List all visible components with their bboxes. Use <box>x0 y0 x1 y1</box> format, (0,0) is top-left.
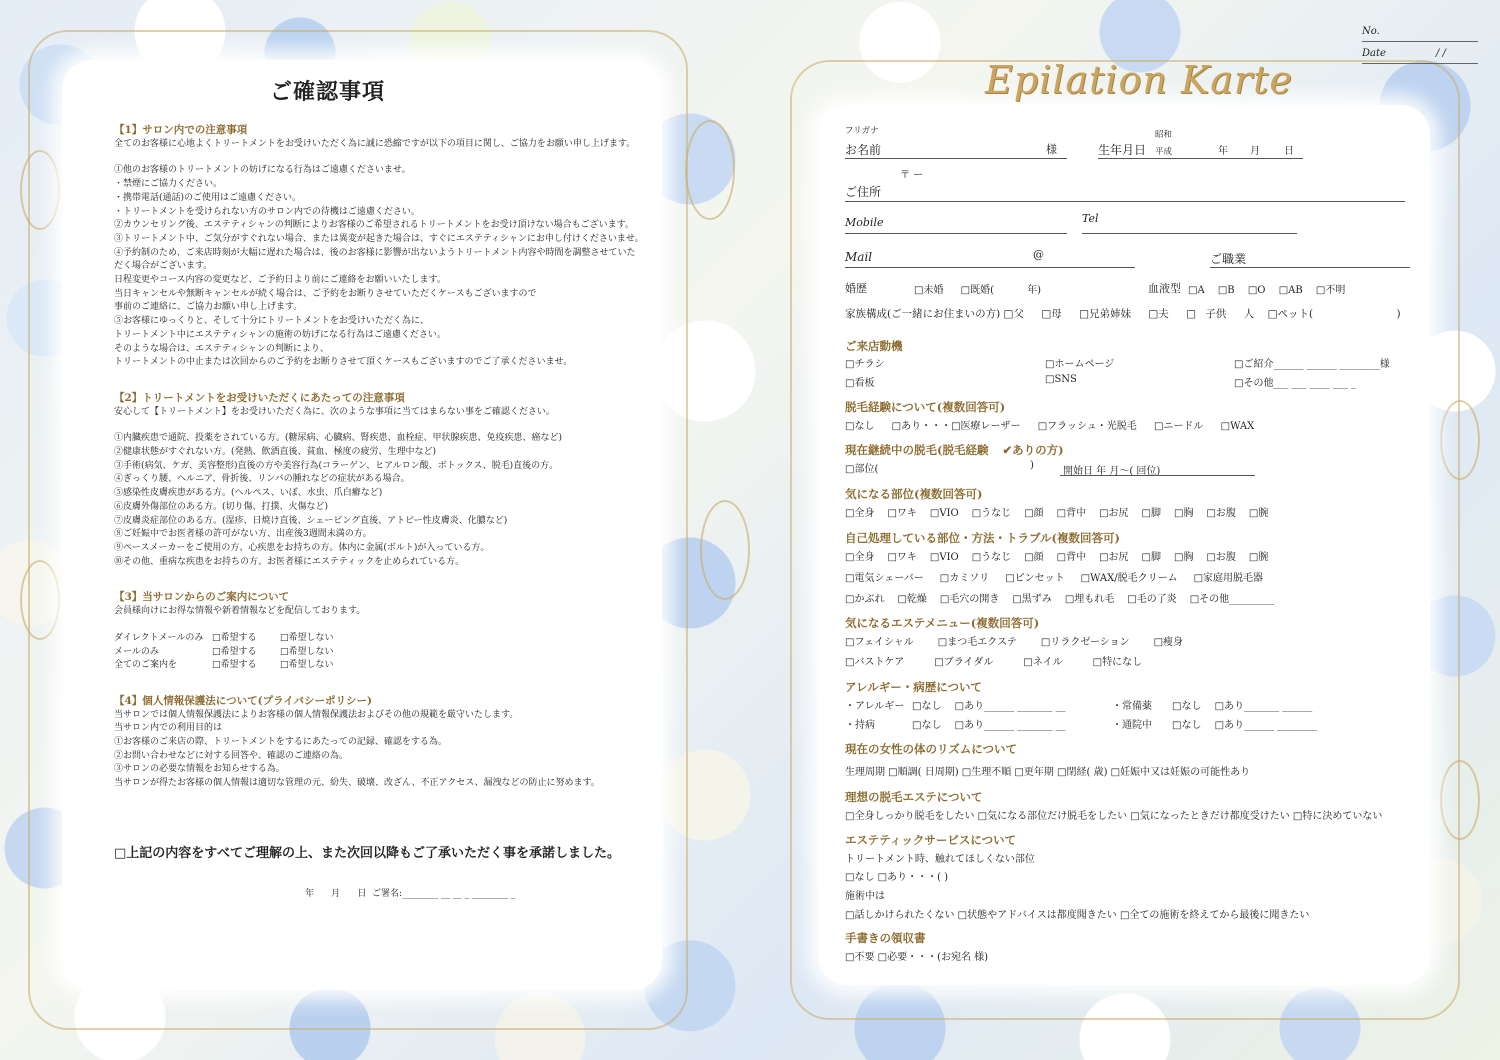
checkbox-unmarried[interactable]: □未婚 <box>914 285 944 296</box>
family-label: 家族構成(ご一緒にお住まいの方) <box>845 308 1001 320</box>
text-line: 当サロンでは個人情報保護法によりお客様の個人情報保護法およびその他の規範を厳守いたします。 <box>114 709 519 720</box>
q9-options[interactable]: □全身しっかり脱毛をしたい □気になる部位だけ脱毛をしたい □気になったときだけ都度受けたい □特に決めていない <box>845 811 1383 822</box>
checkbox-no[interactable]: □希望しない <box>280 660 334 671</box>
text-line: ⑩その他、重病な疾患をお持ちの方、お医者様にエステティックを止められている方。 <box>114 556 465 567</box>
family-options: 家族構成(ご一緒にお住まいの方) □父 □母 □兄弟姉妹 □夫 □ 子供 人 □ペット( ) <box>845 308 1401 320</box>
job-field[interactable] <box>1210 267 1410 268</box>
text-line: 当サロンが得たお客様の個人情報は適切な管理の元、紛失、破壊、改ざん、不正アクセス、漏洩などの防止に努めます。 <box>114 778 600 789</box>
option-checkbox[interactable]: □腕 <box>1248 508 1269 519</box>
option-checkbox[interactable]: □脚 <box>1141 508 1161 519</box>
text-line: ・禁煙にご協力ください。 <box>114 179 223 190</box>
allergy-label: ・アレルギー <box>845 701 905 712</box>
q2-option[interactable]: □フラッシュ・光脱毛 <box>1037 421 1137 432</box>
birth-field[interactable] <box>1098 158 1303 159</box>
checkbox-allergy-yes[interactable]: □あり______ _______ __ <box>954 701 1066 712</box>
checkbox-married[interactable]: □既婚( <box>960 285 994 296</box>
karte-title: Epilation Karte <box>985 58 1293 102</box>
text-line: ④予約制のため、ご来店時刻が大幅に遅れた場合は、後のお客様に影響が出ないようトリートメント内容や時間を調整させていただく場合がございます。 <box>114 247 636 272</box>
option-checkbox[interactable]: □カミソリ <box>939 573 990 584</box>
mail-label: Mail <box>845 250 873 264</box>
option-checkbox[interactable]: □背中 <box>1056 552 1087 563</box>
job-label: ご職業 <box>1210 252 1247 266</box>
marital-label: 婚歴 <box>845 282 867 295</box>
checkbox-children[interactable]: □ <box>1186 308 1197 320</box>
checkbox-disease-none[interactable]: □なし <box>912 720 942 731</box>
text-line: ・トリートメントを受けられない方のサロン内での待機はご遠慮ください。 <box>114 206 420 217</box>
blood-label: 血液型 <box>1148 282 1181 295</box>
q1-title: ご来店動機 <box>845 339 903 353</box>
page-title: ご確認事項 <box>270 79 386 105</box>
text-line: ⑨ペースメーカーをご使用の方、心疾患をお持ちの方。体内に金属(ボルト)が入っている方。 <box>114 542 490 553</box>
checkbox-no[interactable]: □希望しない <box>280 646 334 657</box>
text-line: 当日キャンセルや無断キャンセルが続く場合は、ご予約をお断りさせていただくケースもございますので <box>114 288 537 299</box>
q10-options-1[interactable]: □なし □あり・・・( ) <box>845 872 949 883</box>
q10-title: エステティックサービスについて <box>845 833 1017 847</box>
checkbox-mother[interactable]: □母 <box>1041 308 1062 320</box>
q2-option[interactable]: □WAX <box>1220 421 1255 432</box>
q5-options-1 <box>845 548 1268 563</box>
section-1-intro: 全てのお客様に心地よくトリートメントをお受けいただく為に誠に恐縮ですが以下の項目に関し、ご協力をお願い申し上げます。 <box>114 138 636 149</box>
checkbox-no[interactable]: □希望しない <box>280 632 334 643</box>
section-2-intro: 安心して【トリートメント】をお受けいただく為に、次のような事項に当てはまらない事をご確認ください。 <box>114 406 555 417</box>
option-checkbox[interactable]: □腕 <box>1248 552 1269 563</box>
q11-options[interactable]: □不要 □必要・・・(お宛名 様) <box>845 952 989 963</box>
checkbox-hospital-none[interactable]: □なし <box>1172 720 1202 731</box>
option-checkbox[interactable]: □VIO <box>929 552 959 563</box>
option-checkbox[interactable]: □お尻 <box>1099 552 1129 563</box>
text-line: 当サロン内での利用目的は <box>114 723 223 734</box>
q2-option[interactable]: □ニードル <box>1153 421 1204 432</box>
swirl-ornament <box>20 560 60 640</box>
disease-label: ・持病 <box>845 720 875 731</box>
swirl-ornament <box>700 500 750 600</box>
birth-label: 生年月日 <box>1098 143 1147 157</box>
name-suffix: 様 <box>1046 143 1057 156</box>
check-mark-icon: ✔ <box>1002 443 1013 457</box>
option-checkbox[interactable]: □うなじ <box>971 552 1012 563</box>
text-line: ・携帯電話(通話)のご使用はご遠慮ください。 <box>114 192 302 203</box>
option-checkbox[interactable]: □家庭用脱毛器 <box>1193 573 1264 584</box>
text-line: ③サロンの必要な情報をお知らせする為。 <box>114 764 285 775</box>
allergy-options <box>912 697 1065 712</box>
checkbox-yes[interactable]: □希望する <box>212 660 257 671</box>
checkbox-hospital-yes[interactable]: □あり______ ________ <box>1214 720 1318 731</box>
q5-options-2 <box>845 569 1263 584</box>
option-checkbox[interactable]: □お腹 <box>1206 508 1236 519</box>
text-line: ①お客様のご来店の際、トリートメントをするにあたっての記録、確認をする為。 <box>114 737 447 748</box>
pref-row: 全てのご案内を □希望する □希望しない <box>114 659 644 673</box>
checkbox-blood-unknown[interactable]: □不明 <box>1315 285 1346 296</box>
text-line: ②健康状態がすぐれない方。(発熱、飲酒直後、貧血、極度の疲労、生理中など) <box>114 447 437 458</box>
option-checkbox[interactable]: □痩身 <box>1153 637 1184 648</box>
option-checkbox[interactable]: □特になし <box>1092 657 1143 668</box>
checkbox-blood-ab[interactable]: □AB <box>1278 285 1303 296</box>
option-checkbox[interactable]: □胸 <box>1174 552 1194 563</box>
text-line: ③手術(病気、ケガ、美容整形)直後の方や美容行為(コラーゲン、ヒアルロン酸、ボトックス、脱毛)直後の方。 <box>114 460 559 471</box>
text-line: ①内臓疾患で通院、投薬をされている方。(糖尿病、心臓病、腎疾患、血栓症、甲状腺疾患、免疫疾患、癌など) <box>114 433 563 444</box>
q5-options-3 <box>845 590 1274 605</box>
option-checkbox[interactable]: □WAX/脱毛クリーム <box>1080 573 1178 584</box>
q1-option[interactable]: □ご紹介______ ______ ________様 <box>1234 359 1390 370</box>
option-checkbox[interactable]: □背中 <box>1056 508 1087 519</box>
checkbox-blood-a[interactable]: □A <box>1188 285 1205 296</box>
birth-year: 年 <box>1218 146 1228 157</box>
name-label: お名前 <box>845 143 882 157</box>
q5-title: 自己処理している部位・方法・トラブル(複数回答可) <box>845 531 1120 545</box>
postal-code[interactable]: 〒 ー <box>900 170 924 181</box>
text-line: トリートメントの中止または次回からのご予約をお断りさせて頂くケースもございますのでご了承くださいませ。 <box>114 357 573 368</box>
option-checkbox[interactable]: □顔 <box>1024 508 1044 519</box>
q9-title: 理想の脱毛エステについて <box>845 790 983 804</box>
q10-sub-1: トリートメント時、触れてほしくない部位 <box>845 854 1035 865</box>
option-checkbox[interactable]: □ワキ <box>887 508 917 519</box>
text-line: ①他のお客様のトリートメントの妨げになる行為はご遠慮くださいませ。 <box>114 165 411 176</box>
birth-month: 月 <box>1250 146 1260 157</box>
option-checkbox[interactable]: □フェイシャル <box>845 637 914 648</box>
q3-part[interactable]: □部位( <box>845 464 879 475</box>
section-1-lines <box>114 164 644 370</box>
checkbox-yes[interactable]: □希望する <box>212 646 257 657</box>
pref-row: ダイレクトメールのみ □希望する □希望しない <box>114 632 644 646</box>
option-checkbox[interactable]: □かぶれ <box>845 594 885 605</box>
text-line: ⑤お客様にゆっくりと、そして十分にトリートメントをお受けいただく為に、 <box>114 316 429 327</box>
text-line: ③トリートメント中、ご気分がすぐれない場合、または異変が起きた場合は、すぐにエステティシャンにお申し付けくださいませ。 <box>114 233 644 244</box>
checkbox-blood-o[interactable]: □O <box>1247 285 1266 296</box>
q1-option[interactable]: □SNS <box>1045 374 1077 385</box>
q1-option[interactable]: □チラシ <box>845 359 885 370</box>
checkbox-husband[interactable]: □夫 <box>1148 308 1169 320</box>
option-checkbox[interactable]: □脚 <box>1141 552 1161 563</box>
q3-title: 現在継続中の脱毛(脱毛経験 ✔ありの方) <box>845 443 1064 457</box>
text-line: ⑤感染性皮膚疾患がある方。(ヘルペス、いぼ、水虫、爪白癬など) <box>114 488 383 499</box>
mail-at: @ <box>1033 248 1044 261</box>
q11-title: 手書きの領収書 <box>845 931 926 945</box>
q2-title: 脱毛経験について(複数回答可) <box>845 400 1006 414</box>
option-checkbox[interactable]: □うなじ <box>971 508 1012 519</box>
checkbox-medicine-none[interactable]: □なし <box>1172 701 1202 712</box>
option-checkbox[interactable]: □まつ毛エクステ <box>937 637 1017 648</box>
birth-day: 日 <box>1284 146 1294 157</box>
checkbox-father[interactable]: □父 <box>1003 308 1024 320</box>
option-checkbox[interactable]: □全身 <box>845 552 875 563</box>
hospital-label: ・通院中 <box>1112 720 1152 731</box>
agreement-checkbox[interactable]: □上記の内容をすべてご理解の上、また次回以降もご了承いただく事を承諾しました。 <box>114 846 621 861</box>
option-checkbox[interactable]: □リラクゼーション <box>1040 637 1130 648</box>
q1-option[interactable]: □看板 <box>845 378 875 389</box>
q10-sub-2: 施術中は <box>845 891 885 902</box>
option-checkbox[interactable]: □お腹 <box>1206 552 1236 563</box>
option-checkbox[interactable]: □ブライダル <box>934 657 994 668</box>
option-checkbox[interactable]: □お尻 <box>1099 508 1129 519</box>
q6-options-2 <box>845 653 1142 668</box>
section-3-intro: 会員様向けにお得な情報や新着情報などを配信しております。 <box>114 606 366 617</box>
option-checkbox[interactable]: □毛穴の開き <box>939 594 1000 605</box>
pref-row: メールのみ □希望する □希望しない <box>114 646 644 660</box>
q2-option[interactable]: □なし <box>845 421 875 432</box>
option-checkbox[interactable]: □その他_________ <box>1189 594 1275 605</box>
option-checkbox[interactable]: □毛の了炎 <box>1127 594 1177 605</box>
address-field[interactable] <box>845 201 1405 202</box>
option-checkbox[interactable]: □全身 <box>845 508 875 519</box>
option-checkbox[interactable]: □バストケア <box>845 657 905 668</box>
q8-options[interactable]: 生理周期 □順調( 日周期) □生理不順 □更年期 □閉経( 歳) □妊娠中又は妊娠の可能性あり <box>845 767 1251 778</box>
era-heisei[interactable]: 平成 <box>1155 147 1173 157</box>
swirl-ornament <box>20 150 60 230</box>
text-line: ⑥皮膚外傷部位のある方。(切り傷、打撲、火傷など) <box>114 501 329 512</box>
tel-label: Tel <box>1082 212 1099 225</box>
marital-options: □未婚 □既婚( 年) <box>914 281 1041 296</box>
q1-option[interactable]: □その他___ ___ ____ ___ _ <box>1234 378 1357 389</box>
disease-options <box>912 716 1065 731</box>
newsletter-prefs <box>114 632 644 673</box>
checkbox-disease-yes[interactable]: □あり______ _______ __ <box>954 720 1066 731</box>
q8-title: 現在の女性の体のリズムについて <box>845 742 1018 756</box>
option-checkbox[interactable]: □乾燥 <box>897 594 927 605</box>
q2-option[interactable]: □あり・・・□医療レーザー <box>891 421 1021 432</box>
q4-title: 気になる部位(複数回答可) <box>845 487 983 501</box>
text-line: 事前のご連絡に、ご協力お願い申し上げます。 <box>114 302 303 313</box>
section-1-title: 【1】サロン内での注意事項 <box>114 124 248 136</box>
checkbox-siblings[interactable]: □兄弟姉妹 <box>1079 308 1131 320</box>
swirl-ornament <box>1440 400 1480 480</box>
text-line: ⑧ご妊娠中でお医者様の許可がない方、出産後3週間未満の方。 <box>114 529 372 540</box>
q3-start[interactable]: 開始日 年 月〜( 回位) <box>1063 466 1161 477</box>
option-checkbox[interactable]: □埋もれ毛 <box>1064 594 1115 605</box>
mail-field[interactable] <box>845 267 1135 268</box>
q6-options-1 <box>845 633 1183 648</box>
section-4-lines <box>114 709 644 791</box>
signature-line[interactable]: 年 月 日 ご署名:________ __ __ _ ________ _ <box>305 889 516 899</box>
era-showa[interactable]: 昭和 <box>1155 130 1173 140</box>
name-field[interactable] <box>845 158 1067 159</box>
option-checkbox[interactable]: □ネイル <box>1023 657 1063 668</box>
blood-options <box>1188 281 1345 296</box>
text-line: ②お問い合わせなどに対する回答や、確認のご連絡の為。 <box>114 750 348 761</box>
option-checkbox[interactable]: □胸 <box>1174 508 1194 519</box>
option-checkbox[interactable]: □ワキ <box>887 552 917 563</box>
option-checkbox[interactable]: □ピンセット <box>1005 573 1065 584</box>
q1-option[interactable]: □ホームページ <box>1045 359 1115 370</box>
checkbox-blood-b[interactable]: □B <box>1217 285 1235 296</box>
text-line: そのような場合は、エステティシャンの判断により、 <box>114 343 329 354</box>
medicine-label: ・常備薬 <box>1112 701 1152 712</box>
mobile-field[interactable] <box>845 233 1067 234</box>
medicine-options <box>1172 697 1312 712</box>
option-checkbox[interactable]: □顔 <box>1024 552 1044 563</box>
hospital-options <box>1172 716 1317 731</box>
option-checkbox[interactable]: □黒ずみ <box>1012 594 1052 605</box>
text-line: ④ぎっくり腰、ヘルニア、骨折後、リンパの腫れなどの症状がある場合。 <box>114 474 410 485</box>
section-4-title: 【4】個人情報保護法について(プライバシーポリシー) <box>114 694 373 707</box>
q7-title: アレルギー・病歴について <box>845 680 983 694</box>
tel-field[interactable] <box>1082 233 1297 234</box>
section-2-lines <box>114 432 644 569</box>
confirmation-content <box>114 122 644 791</box>
q6-title: 気になるエステメニュー(複数回答可) <box>845 616 1040 630</box>
date-field[interactable]: Date / / <box>1362 42 1478 64</box>
address-label: ご住所 <box>845 185 882 199</box>
number-date-box <box>1362 20 1478 64</box>
option-checkbox[interactable]: □VIO <box>929 508 959 519</box>
swirl-ornament <box>685 120 735 220</box>
q2-options <box>845 417 1254 432</box>
section-3-title: 【3】当サロンからのご案内について <box>114 591 290 604</box>
furigana-label: フリガナ <box>845 126 879 136</box>
q10-options-2[interactable]: □話しかけられたくない □状態やアドバイスは都度聞きたい □全ての施術を終えてから最後に聞きたい <box>845 910 1310 921</box>
section-2-title: 【2】トリートメントをお受けいただくにあたっての注意事項 <box>114 391 405 404</box>
text-line: ⑦皮膚炎症部位のある方。(湿疹、日焼け直後、シェービング直後、アトピー性皮膚炎、化膿など) <box>114 515 508 526</box>
checkbox-yes[interactable]: □希望する <box>212 632 257 643</box>
text-line: 日程変更やコース内容の変更など、ご予約日より前にご連絡をお願いいたします。 <box>114 275 446 286</box>
checkbox-allergy-none[interactable]: □なし <box>912 701 942 712</box>
mobile-label: Mobile <box>845 216 884 229</box>
text-line: トリートメント中にエステティシャンの施術の妨げになる行為はご遠慮ください。 <box>114 329 446 340</box>
number-field[interactable]: No. <box>1362 20 1478 42</box>
option-checkbox[interactable]: □電気シェーバー <box>845 573 924 584</box>
checkbox-medicine-yes[interactable]: □あり_______ ______ <box>1214 701 1313 712</box>
q4-options <box>845 504 1268 519</box>
checkbox-pet[interactable]: □ペット( <box>1267 308 1314 320</box>
swirl-ornament <box>1440 760 1480 840</box>
q3-start-line <box>1060 475 1255 476</box>
text-line: ②カウンセリング後、エステティシャンの判断によりお客様のご希望されるトリートメントをお受け頂けない場合もございます。 <box>114 220 634 231</box>
